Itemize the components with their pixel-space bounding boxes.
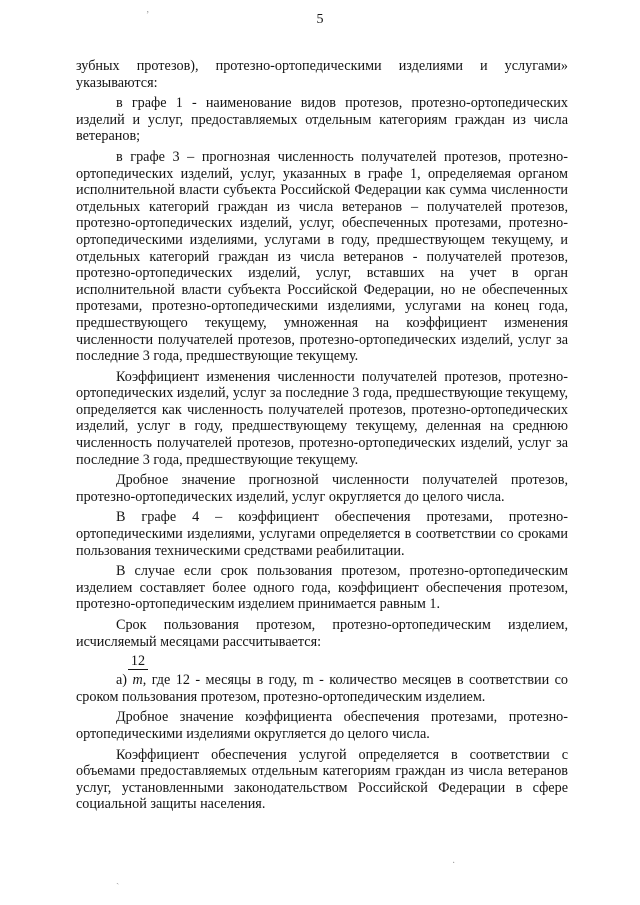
paragraph-continuation: зубных протезов), протезно-ортопедическими изделиями и услугами» указываются:: [76, 58, 568, 91]
document-body: [76, 58, 568, 817]
page-number: 5: [316, 12, 324, 27]
paragraph-column-1: в графе 1 - наименование видов протезов, протезно-ортопедических изделий и услуг, предоставляемых отдельным категориям граждан из числа ветеранов;: [76, 95, 568, 145]
formula-numerator: 12: [128, 654, 148, 670]
formula-variable: m: [132, 672, 143, 689]
paragraph-rounding-forecast: Дробное значение прогнозной численности получателей протезов, протезно-ортопедических изделий, услуг округляется до целого числа.: [76, 472, 568, 505]
paragraph-rounding-coefficient: Дробное значение коэффициента обеспечения протезами, протезно-ортопедическими изделиями округляется до целого числа.: [76, 709, 568, 742]
paragraph-service-coefficient: Коэффициент обеспечения услугой определяется в соответствии с объемами предоставляемых отдельным категориям граждан из числа ветеранов услуг, установленными законодательством Российской Федерации в сфере социальной защиты населения.: [76, 746, 568, 813]
scan-speck: ·: [452, 858, 456, 869]
paragraph-change-coefficient: Коэффициент изменения численности получателей протезов, протезно-ортопедических изделий, услуг за последние 3 года, предшествующие текущему, определяется как численность получателей протезов, протезно-ортопедических изделий, услуг в году, предшествующему текущему, деленная на среднюю численность получателей протезов, протезно-ортопедических изделий, услуг за последние 3 года, предшествующие текущему.: [76, 368, 568, 468]
paragraph-more-than-year: В случае если срок пользования протезом, протезно-ортопедическим изделием составляет более одного года, коэффициент обеспечения протезом, протезно-ортопедическим изделием принимается равным 1.: [76, 563, 568, 613]
paragraph-column-4: В графе 4 – коэффициент обеспечения протезами, протезно-ортопедическими изделиями, услугами определяется в соответствии со сроками пользования техническими средствами реабилитации.: [76, 509, 568, 559]
scan-speck: ʼ: [146, 10, 150, 21]
paragraph-usage-period: Срок пользования протезом, протезно-ортопедическим изделием, исчисляемый месяцами рассчитывается:: [76, 617, 568, 650]
formula-prefix: а): [116, 672, 128, 689]
formula-explanation: , где 12 - месяцы в году, m - количество месяцев в соответствии со сроком пользования протезом, протезно-ортопедическим изделием.: [76, 672, 569, 705]
scan-speck: ˎ: [116, 874, 120, 885]
formula-fraction: [128, 654, 568, 688]
paragraph-column-3: в графе 3 – прогнозная численность получателей протезов, протезно-ортопедических изделий, услуг, указанных в графе 1, определяемая органом исполнительной власти субъекта Российской Федерации как сумма численности отдельных категорий граждан из числа ветеранов – получателей протезов, протезно-ортопедических изделий, услуг, обеспеченных протезами, протезно-ортопедическими изделиями, услугами в году, предшествующем текущему, и отдельных категорий граждан из числа ветеранов - получателей протезов, протезно-ортопедических изделий, услуг, вставших на учет в орган исполнительной власти субъекта Российской Федерации, но не обеспеченных протезами, протезно-ортопедическими изделиями, услугами на конец года, предшествующего текущему, умноженная на коэффициент изменения численности получателей протезов, протезно-ортопедических изделий, услуг за последние 3 года, предшествующие текущему.: [76, 148, 568, 365]
